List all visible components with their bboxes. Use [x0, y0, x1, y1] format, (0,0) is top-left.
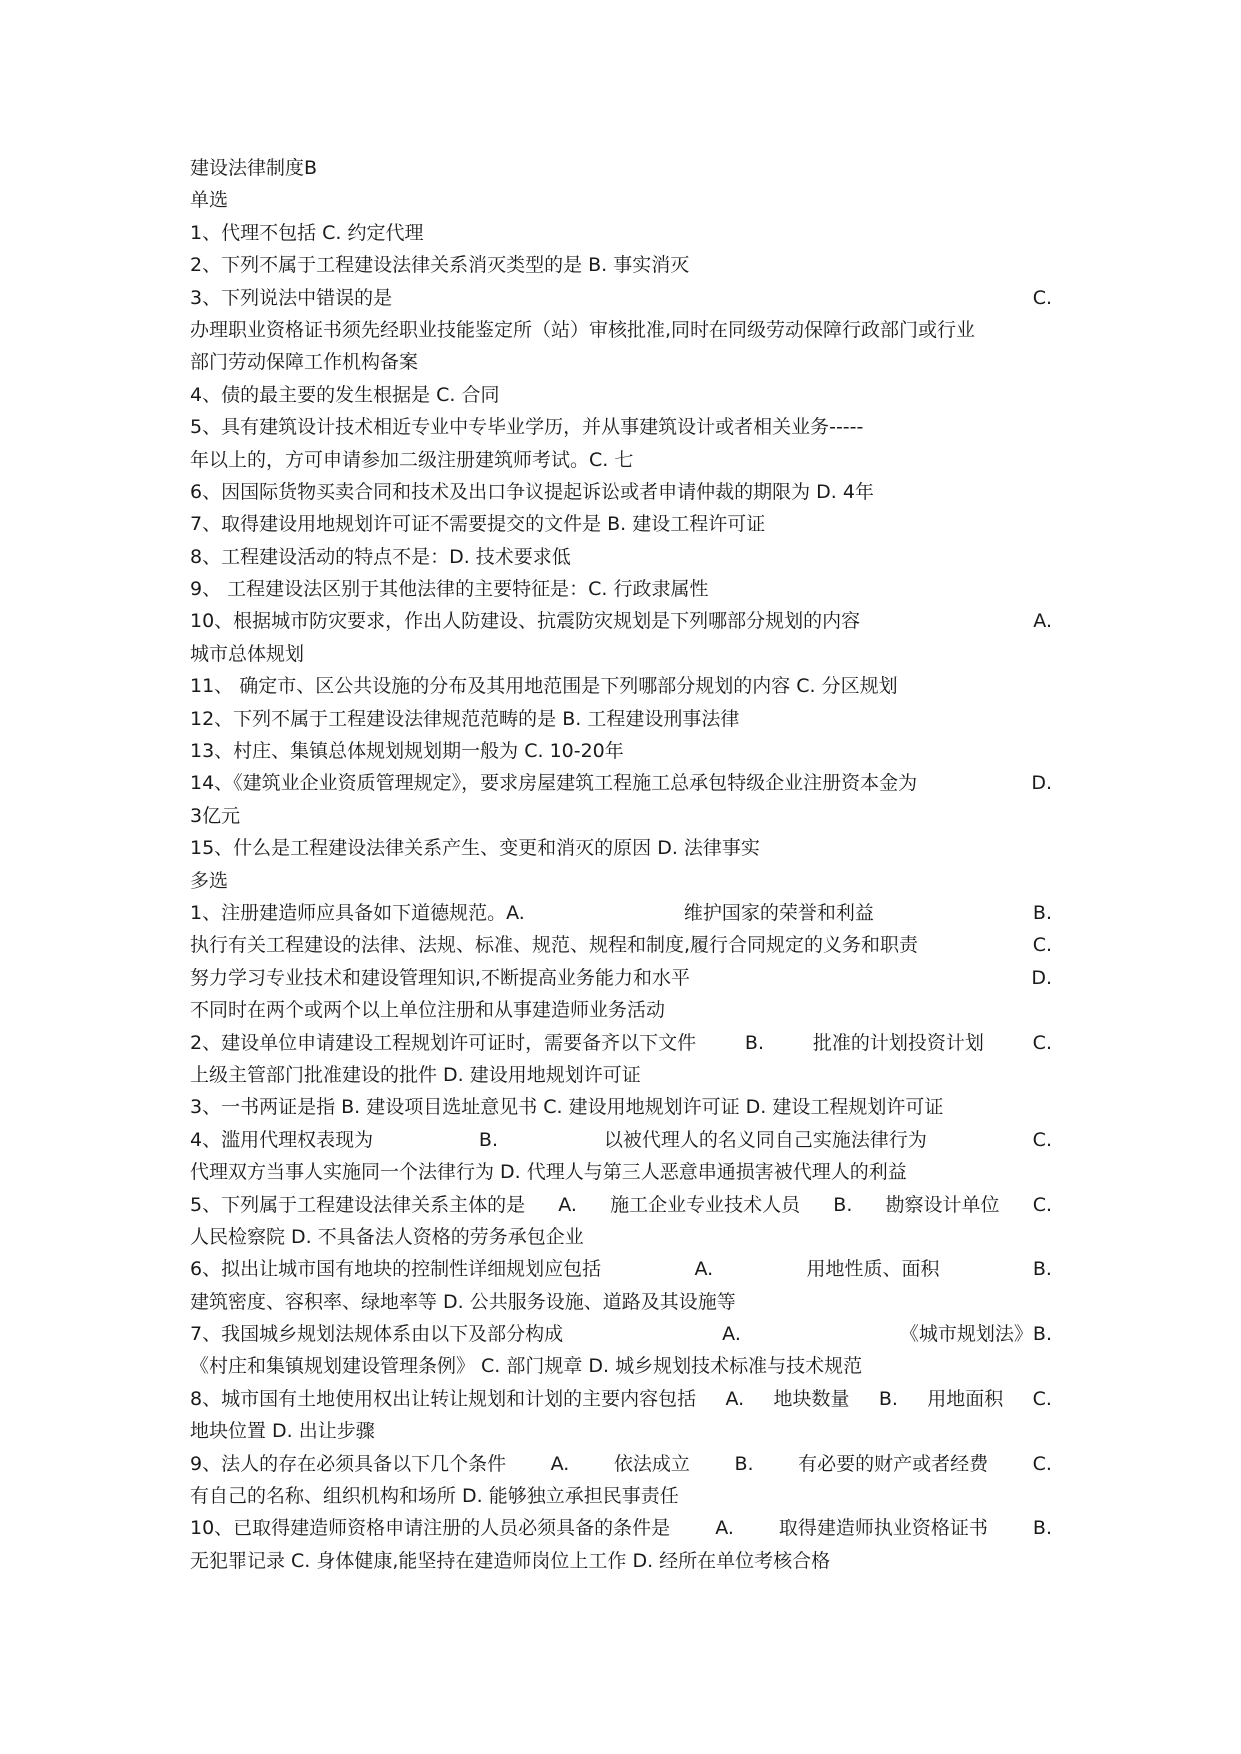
question-line [190, 476, 1052, 508]
line-segment: 9、 工程建设法区别于其他法律的主要特征是：C. 行政隶属性 [190, 578, 709, 601]
line-segment: 6、因国际货物买卖合同和技术及出口争议提起诉讼或者申请仲裁的期限为 D. 4年 [190, 480, 874, 503]
line-segment: C. [1032, 1193, 1052, 1216]
line-segment: 有必要的财产或者经费 [798, 1452, 989, 1475]
sections-container [190, 184, 1052, 1577]
question-line [190, 1091, 1052, 1123]
question-line [190, 1545, 1052, 1577]
line-segment: 10、根据城市防灾要求，作出人防建设、抗震防灾规划是下列哪部分规划的内容 [190, 610, 861, 633]
line-segment: D. [1031, 772, 1052, 795]
line-segment: 10、已取得建造师资格申请注册的人员必须具备的条件是 [190, 1517, 671, 1540]
question-line [190, 1156, 1052, 1188]
line-segment: A. [725, 1387, 745, 1410]
line-segment: 7、取得建设用地规划许可证不需要提交的文件是 B. 建设工程许可证 [190, 513, 766, 536]
section-heading: 多选 [190, 869, 229, 892]
question-line [190, 1415, 1052, 1447]
line-segment: 1、代理不包括 C. 约定代理 [190, 221, 424, 244]
question-line [190, 1448, 1052, 1480]
line-segment: 12、下列不属于工程建设法律规范范畴的是 B. 工程建设刑事法律 [190, 707, 740, 730]
line-segment: 8、城市国有土地使用权出让转让规划和计划的主要内容包括 [190, 1387, 697, 1410]
line-segment: 《城市规划法》B. [899, 1323, 1052, 1346]
line-segment: 办理职业资格证书须先经职业技能鉴定所（站）审核批准,同时在同级劳动保障行政部门或行业 [190, 318, 976, 341]
question-line [190, 314, 1052, 346]
question-line [190, 411, 1052, 443]
section-heading: 单选 [190, 189, 229, 212]
question-line [190, 832, 1052, 864]
line-segment: C. [1032, 934, 1052, 957]
line-segment: 1、注册建造师应具备如下道德规范。A. [190, 901, 525, 924]
line-segment: 代理双方当事人实施同一个法律行为 D. 代理人与第三人恶意串通损害被代理人的利益 [190, 1161, 907, 1184]
line-segment: B. [833, 1193, 853, 1216]
question-line [190, 217, 1052, 249]
question-line [190, 929, 1052, 961]
line-segment: 用地性质、面积 [806, 1258, 940, 1281]
line-segment: D. [1031, 966, 1052, 989]
line-segment: B. [734, 1452, 754, 1475]
line-segment: 3、一书两证是指 B. 建设项目选址意见书 C. 建设用地规划许可证 D. 建设工程规划许可证 [190, 1096, 944, 1119]
question-line [190, 767, 1052, 799]
line-segment: 6、拟出让城市国有地块的控制性详细规划应包括 [190, 1258, 602, 1281]
question-line [190, 379, 1052, 411]
question-line [190, 1189, 1052, 1221]
line-segment: 13、村庄、集镇总体规划规划期一般为 C. 10-20年 [190, 740, 624, 763]
line-segment: 依法成立 [613, 1452, 690, 1475]
question-line [190, 1383, 1052, 1415]
line-segment: B. [1032, 1517, 1052, 1540]
line-segment: A. [715, 1517, 734, 1540]
line-segment: 9、法人的存在必须具备以下几个条件 [190, 1452, 507, 1475]
line-segment: C. [1032, 1128, 1052, 1151]
question-line [190, 1124, 1052, 1156]
line-segment: B. [878, 1387, 898, 1410]
line-segment: 维护国家的荣誉和利益 [683, 901, 874, 924]
line-segment: A. [550, 1452, 570, 1475]
line-segment: 5、具有建筑设计技术相近专业中专毕业学历，并从事建筑设计或者相关业务----- [190, 416, 864, 439]
line-segment: C. [1032, 1452, 1052, 1475]
line-segment: 执行有关工程建设的法律、法规、标准、规范、规程和制度,履行合同规定的义务和职责 [190, 934, 919, 957]
line-segment: 勘察设计单位 [885, 1193, 1000, 1216]
question-line [190, 735, 1052, 767]
question-line [190, 994, 1052, 1026]
line-segment: 以被代理人的名义同自己实施法律行为 [603, 1128, 927, 1151]
line-segment: B. [1032, 1258, 1052, 1281]
line-segment: A. [1033, 610, 1052, 633]
question-line [190, 897, 1052, 929]
line-segment: 4、滥用代理权表现为 [190, 1128, 374, 1151]
line-segment: C. [1032, 1031, 1052, 1054]
line-segment: 15、什么是工程建设法律关系产生、变更和消灭的原因 D. 法律事实 [190, 837, 760, 860]
question-line [190, 703, 1052, 735]
question-line [190, 1318, 1052, 1350]
line-segment: 地块位置 D. 出让步骤 [190, 1420, 375, 1443]
line-segment: 7、我国城乡规划法规体系由以下及部分构成 [190, 1323, 564, 1346]
line-segment: A. [722, 1323, 741, 1346]
line-segment: 施工企业专业技术人员 [610, 1193, 801, 1216]
line-segment: C. [1032, 1387, 1052, 1410]
line-segment: 8、工程建设活动的特点不是：D. 技术要求低 [190, 545, 571, 568]
question-line [190, 346, 1052, 378]
line-segment: 不同时在两个或两个以上单位注册和从事建造师业务活动 [190, 999, 666, 1022]
document-title: 建设法律制度B [190, 157, 318, 179]
line-segment: 城市总体规划 [190, 642, 305, 665]
question-line [190, 1512, 1052, 1544]
line-segment: 地块数量 [773, 1387, 850, 1410]
line-segment: 3亿元 [190, 804, 241, 827]
line-segment: A. [694, 1258, 714, 1281]
line-segment: 4、债的最主要的发生根据是 C. 合同 [190, 383, 500, 406]
question-line [190, 444, 1052, 476]
question-line [190, 1221, 1052, 1253]
line-segment: C. [1032, 286, 1052, 309]
line-segment: 3、下列说法中错误的是 [190, 286, 393, 309]
question-line [190, 249, 1052, 281]
question-line [190, 1253, 1052, 1285]
line-segment: B. [478, 1128, 498, 1151]
question-line [190, 1286, 1052, 1318]
line-segment: 5、下列属于工程建设法律关系主体的是 [190, 1193, 526, 1216]
line-segment: 上级主管部门批准建设的批件 D. 建设用地规划许可证 [190, 1063, 641, 1086]
line-segment: 用地面积 [927, 1387, 1004, 1410]
line-segment: 《村庄和集镇规划建设管理条例》 C. 部门规章 D. 城乡规划技术标准与技术规范 [190, 1355, 863, 1378]
question-line [190, 670, 1052, 702]
line-segment: 取得建造师执业资格证书 [778, 1517, 988, 1540]
line-segment: 11、 确定市、区公共设施的分布及其用地范围是下列哪部分规划的内容 C. 分区规划 [190, 675, 898, 698]
line-segment: 年以上的，方可申请参加二级注册建筑师考试。C. 七 [190, 448, 634, 471]
document-body [190, 152, 1052, 1577]
question-line [190, 1350, 1052, 1382]
line-segment: 14、《建筑业企业资质管理规定》，要求房屋建筑工程施工总承包特级企业注册资本金为 [190, 772, 918, 795]
line-segment: 2、下列不属于工程建设法律关系消灭类型的是 B. 事实消灭 [190, 254, 690, 277]
question-line [190, 508, 1052, 540]
line-segment: 有自己的名称、组织机构和场所 D. 能够独立承担民事责任 [190, 1485, 679, 1508]
line-segment: B. [1032, 901, 1052, 924]
question-line [190, 1059, 1052, 1091]
question-line [190, 573, 1052, 605]
line-segment: A. [558, 1193, 577, 1216]
question-line [190, 962, 1052, 994]
question-line [190, 1027, 1052, 1059]
question-line [190, 638, 1052, 670]
question-line [190, 282, 1052, 314]
question-line [190, 1480, 1052, 1512]
question-line [190, 800, 1052, 832]
line-segment: 建筑密度、容积率、绿地率等 D. 公共服务设施、道路及其设施等 [190, 1290, 736, 1313]
question-line [190, 541, 1052, 573]
line-segment: 部门劳动保障工作机构备案 [190, 351, 419, 374]
line-segment: B. [744, 1031, 764, 1054]
line-segment: 批准的计划投资计划 [812, 1031, 984, 1054]
line-segment: 努力学习专业技术和建设管理知识,不断提高业务能力和水平 [190, 966, 691, 989]
question-line [190, 605, 1052, 637]
line-segment: 无犯罪记录 C. 身体健康,能坚持在建造师岗位上工作 D. 经所在单位考核合格 [190, 1549, 831, 1572]
line-segment: 2、建设单位申请建设工程规划许可证时，需要备齐以下文件 [190, 1031, 697, 1054]
line-segment: 人民检察院 D. 不具备法人资格的劳务承包企业 [190, 1225, 584, 1248]
